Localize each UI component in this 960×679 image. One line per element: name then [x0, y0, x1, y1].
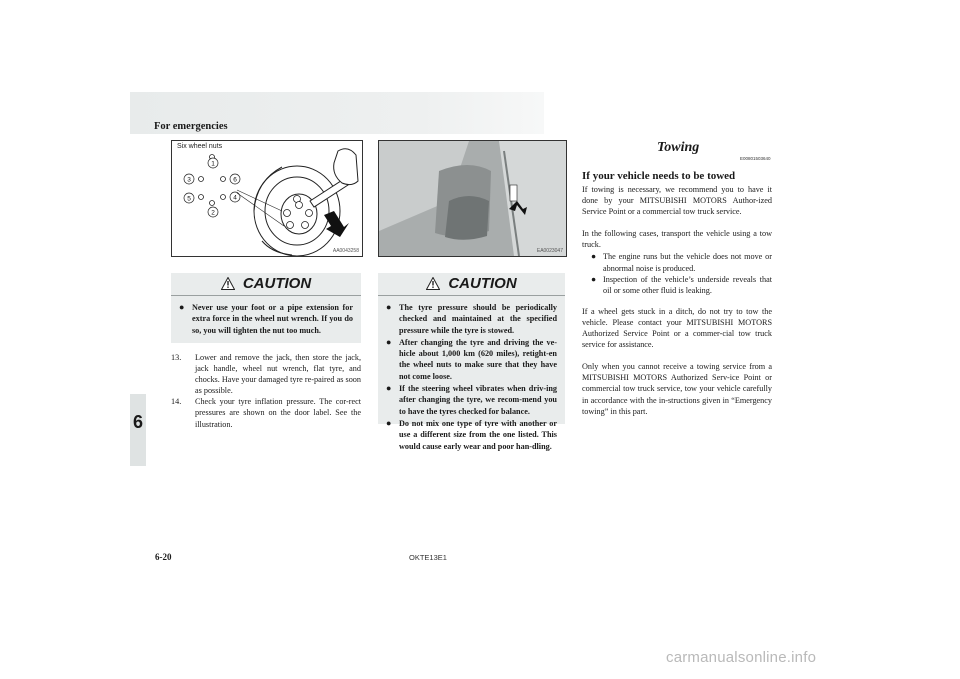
caution-list — [171, 296, 361, 343]
caution-title — [221, 273, 311, 295]
towing-paragraph: Only when you cannot receive a towing service from a MITSUBISHI MOTORS Authorized Serv-ice Point or commercial tow truck service, tow your vehicle carefully in accordance with the in-structions given in “Emergency towing” in this part. — [582, 362, 772, 416]
step-item — [171, 352, 361, 396]
caution-title — [426, 273, 516, 295]
towing-subtitle: If your vehicle needs to be towed — [582, 170, 736, 182]
document-code: OKTE13E1 — [409, 553, 447, 562]
nut-position — [221, 177, 226, 182]
figure-code: EA0023047 — [536, 248, 563, 254]
bullet-icon: ● — [386, 383, 392, 394]
section-number: 6 — [132, 412, 143, 432]
wheel-nuts-figure — [171, 140, 363, 257]
towing-code: E00801503640 — [740, 156, 771, 161]
towing-cases-list — [582, 251, 772, 295]
door-label-sticker — [510, 185, 517, 201]
caution-item: ● After changing the tyre and driving the ve-hicle about 1,000 km (620 miles), retight-en the wheel nuts to make sure that they have not come loose. — [386, 336, 557, 381]
hub-nuts — [284, 196, 313, 229]
caution-item: ● The tyre pressure should be periodically checked and maintained at the specified pressure while the tyre is stowed. — [386, 302, 557, 335]
watermark: carmanualsonline.info — [666, 649, 817, 666]
nut-number-1: 1 — [211, 160, 215, 168]
step-text: Lower and remove the jack, then store the jack, jack handle, wheel nut wrench, flat tyre, and chocks. Have your damaged tyre re-paired as soon as possible. — [195, 353, 361, 396]
wheel-nuts-illustration — [172, 141, 362, 256]
towing-paragraph: If a wheel gets stuck in a ditch, do not try to tow the vehicle. Please contact your MITSUBISHI MOTORS Authorized Service Point or a commer-cial tow truck service for assistance. — [582, 306, 772, 350]
tyre-drawing — [254, 166, 340, 256]
step-text: Check your tyre inflation pressure. The cor-rect pressures are shown on the door label. See the illustration. — [195, 397, 361, 429]
figure-label: Six wheel nuts — [177, 143, 223, 150]
bullet-icon: ● — [591, 273, 597, 284]
nut-number-2: 2 — [211, 209, 215, 217]
direction-arrow — [324, 211, 349, 237]
towing-title: Towing — [657, 140, 700, 155]
towing-paragraph: In the following cases, transport the vehicle using a tow truck. — [582, 229, 772, 250]
caution-box-middle — [378, 273, 565, 451]
bullet-icon: ● — [386, 417, 392, 428]
caution-item: ● Do not mix one type of tyre with another or use a different size from the one listed. This would cause early wear and poor han-dling. — [386, 417, 557, 451]
bullet-icon: ● — [591, 251, 597, 262]
caution-list — [378, 296, 565, 459]
caution-title-text: CAUTION — [242, 275, 312, 292]
step-item — [171, 396, 361, 429]
towing-paragraph: If towing is necessary, we recommend you to have it done by your MITSUBISHI MOTORS Author-ized Service Point or a commercial tow truck service. — [582, 185, 772, 217]
caution-item: ● If the steering wheel vibrates when driv-ing after changing the tyre, we recom-mend you to have the tyres checked for balance. — [386, 383, 557, 416]
nut-number-6: 6 — [233, 176, 237, 184]
nut-position — [221, 195, 226, 200]
bullet-icon: ● — [386, 302, 392, 312]
instruction-steps — [171, 352, 361, 430]
figure-code: AA0043258 — [332, 248, 359, 254]
caution-header — [171, 273, 361, 296]
caution-box-left — [171, 273, 361, 343]
warning-icon — [426, 277, 440, 290]
page-header-title: For emergencies — [154, 121, 228, 132]
nut-number-5: 5 — [187, 195, 191, 203]
nut-position — [199, 195, 204, 200]
wrench-and-hand — [310, 149, 358, 207]
leader-line — [237, 193, 284, 226]
step-number: 13. — [171, 353, 182, 362]
caution-title-text: CAUTION — [448, 275, 517, 292]
towing-body — [582, 184, 772, 428]
door-label-photo — [378, 140, 567, 257]
towing-case-item: ● Inspection of the vehicle’s underside reveals that oil or some other fluid is leaking. — [591, 273, 772, 295]
caution-item: ● Never use your foot or a pipe extension for extra force in the wheel nut wrench. If you do so, you will tighten the nut too much. — [179, 302, 353, 335]
leader-line — [237, 190, 282, 211]
page-number: 6-20 — [155, 552, 172, 562]
step-number: 14. — [171, 397, 182, 407]
bullet-icon: ● — [179, 302, 185, 312]
warning-icon — [221, 277, 235, 290]
nut-number-3: 3 — [187, 176, 191, 184]
nut-number-4: 4 — [233, 194, 237, 202]
door-photo-illustration — [379, 141, 566, 256]
towing-case-item: ● The engine runs but the vehicle does not move or abnormal noise is produced. — [591, 251, 772, 273]
nut-position — [210, 201, 215, 206]
caution-header — [378, 273, 565, 296]
nut-position — [199, 177, 204, 182]
bullet-icon: ● — [386, 336, 392, 347]
